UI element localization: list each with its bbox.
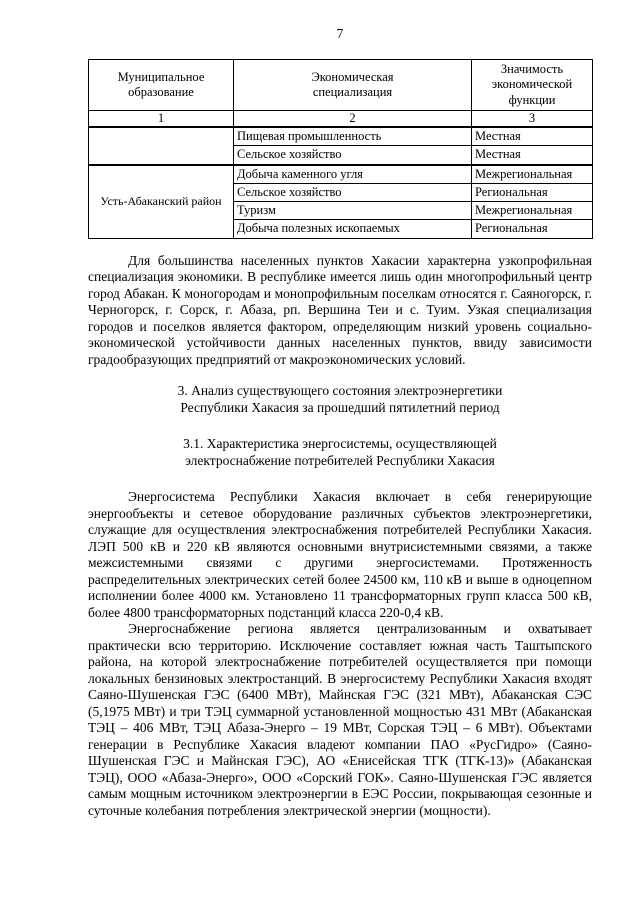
table-cell-specialization: Добыча каменного угля [234,165,472,184]
table-column-numbers-row [89,110,593,127]
section-heading-3-1: 3.1. Характеристика энергосистемы, осуществляющей электроснабжение потребителей Республики Хакасия [183,436,497,468]
table-cell-significance: Региональная [472,220,593,238]
table-header-row [89,60,593,111]
table-header-label: Экономическая специализация [311,69,394,99]
table-header-label: Муниципальное образование [117,69,205,99]
table-header-specialization [234,60,472,111]
table-row [89,127,593,146]
section-heading-3: 3. Анализ существующего состояния электроэнергетики Республики Хакасия за прошедший пятилетний период [177,383,503,415]
table-cell-specialization: Пищевая промышленность [234,127,472,146]
table-cell-municipality [89,127,234,165]
table-row [89,165,593,184]
table-cell-significance: Межрегиональная [472,202,593,220]
economic-specialization-table [88,59,593,239]
table-header-significance [472,60,593,111]
page-number: 7 [336,26,344,41]
table-header-label: Значимость экономической функции [491,62,573,107]
paragraph-specialization-summary: Для большинства населенных пунктов Хакасии характерна узкопрофильная специализация экономики. В республике имеется лишь один многопрофильный центр город Абакан. К моногородам и монопрофильным поселкам относятся г. Саяногорск, г. Черногорск, г. Сорск, г. Абаза, рп. Вершина Теи и с. Туим. Узкая специализация городов и поселков является фактором, определяющим низкий уровень социально-экономической устойчивости данных населенных пунктов, ввиду зависимости градообразующих предприятий от макроэкономических условий. [88,252,592,367]
paragraph-energy-system: Энергосистема Республики Хакасия включает в себя генерирующие энергообъекты и сетевое оборудование различных субъектов электроэнергетики, служащие для осуществления электроснабжения потребителей Республики Хакасия. ЛЭП 500 кВ и 220 кВ являются основными внутрисистемными связями, а также межсистемными связями с другими энергосистемами. Протяженность распределительных электрических сетей более 24500 км, 110 кВ и выше в одноцепном исполнении более 4000 км. Установлено 11 трансформаторных групп класса 500 кВ, более 4800 трансформаторных подстанций класса 220-0,4 кВ. [88,489,592,620]
table-cell-specialization: Сельское хозяйство [234,183,472,201]
table-cell-significance: Местная [472,127,593,146]
document-page [88,0,592,819]
table-cell-significance: Межрегиональная [472,165,593,184]
column-number-2: 2 [234,110,472,127]
table-cell-specialization: Сельское хозяйство [234,146,472,165]
table-cell-specialization: Туризм [234,202,472,220]
table-cell-specialization: Добыча полезных ископаемых [234,220,472,238]
table-cell-municipality: Усть-Абаканский район [89,165,234,239]
paragraph-energy-supply: Энергоснабжение региона является централизованным и охватывает практически всю территорию. Исключение составляет южная часть Таштыпского района, на которой электроснабжение потребителей осуществляется при помощи локальных бензиновых электростанций. В энергосистему Республики Хакасия входят Саяно-Шушенская ГЭС (6400 МВт), Майнская ГЭС (321 МВт), Абаканская СЭС (5,1975 МВт) и три ТЭЦ суммарной установленной мощностью 431 МВт (Абаканская ТЭЦ – 406 МВт, ТЭЦ Абаза-Энерго – 19 МВт, Сорская ТЭЦ – 6 МВт). Объектами генерации в Республике Хакасия владеют компании ПАО «РусГидро» (Саяно-Шушенская ГЭС и Майнская ГЭС), АО «Енисейская ТГК (ТГК-13)» (Абаканская ТЭЦ), ООО «Абаза-Энерго», ООО «Сорский ГОК». Саяно-Шушенская ГЭС является самым мощным источником электроэнергии в ЕЭС России, покрывающая сезонные и суточные колебания потребления электрической энергии (мощности). [88,621,592,818]
table-cell-significance: Региональная [472,183,593,201]
table-cell-significance: Местная [472,146,593,165]
column-number-1: 1 [89,110,234,127]
column-number-3: 3 [472,110,593,127]
table-header-municipality [89,60,234,111]
